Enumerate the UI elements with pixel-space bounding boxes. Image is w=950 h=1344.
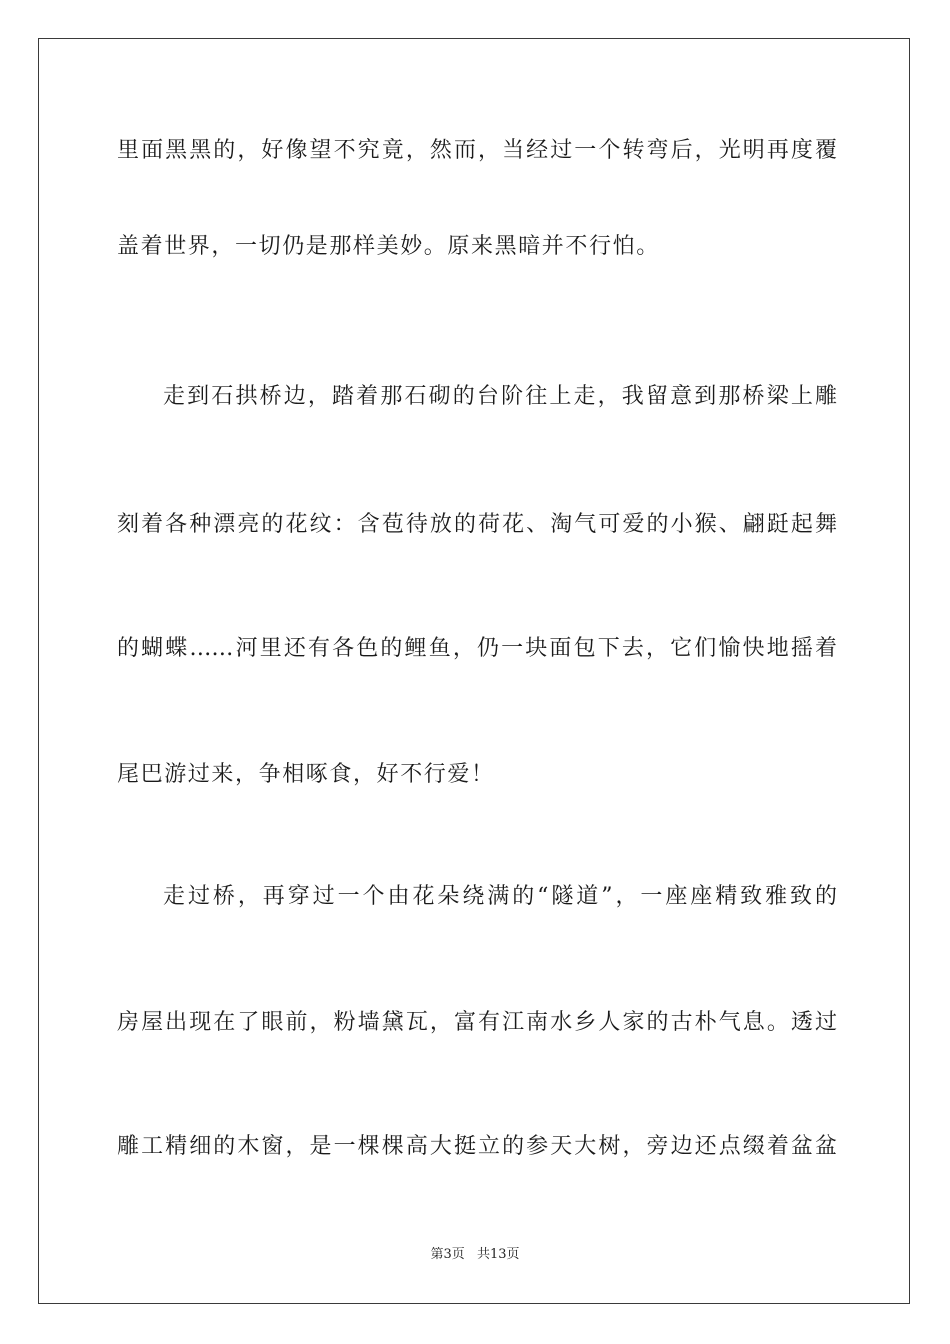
text-line-4: 刻着各种漂亮的花纹：含苞待放的荷花、淘气可爱的小猴、翩跹起舞	[117, 512, 837, 537]
text-line-3: 走到石拱桥边，踏着那石砌的台阶往上走，我留意到那桥梁上雕	[163, 384, 837, 409]
text-line-1: 里面黑黑的，好像望不究竟，然而，当经过一个转弯后，光明再度覆	[117, 138, 837, 163]
page-number: 第3页	[430, 1247, 465, 1262]
text-line-2: 盖着世界，一切仍是那样美妙。原来黑暗并不行怕。	[117, 234, 660, 259]
page-total: 共13页	[476, 1247, 520, 1262]
page-footer	[0, 1246, 950, 1264]
text-line-5: 的蝴蝶……河里还有各色的鲤鱼，仍一块面包下去，它们愉快地摇着	[117, 636, 837, 661]
text-line-7: 走过桥，再穿过一个由花朵绕满的“隧道”，一座座精致雅致的	[163, 884, 837, 909]
page-border	[38, 38, 910, 1304]
text-line-8: 房屋出现在了眼前，粉墙黛瓦，富有江南水乡人家的古朴气息。透过	[117, 1010, 837, 1035]
text-line-6: 尾巴游过来，争相啄食，好不行爱！	[117, 762, 495, 787]
text-line-9: 雕工精细的木窗，是一棵棵高大挺立的参天大树，旁边还点缀着盆盆	[117, 1134, 837, 1159]
